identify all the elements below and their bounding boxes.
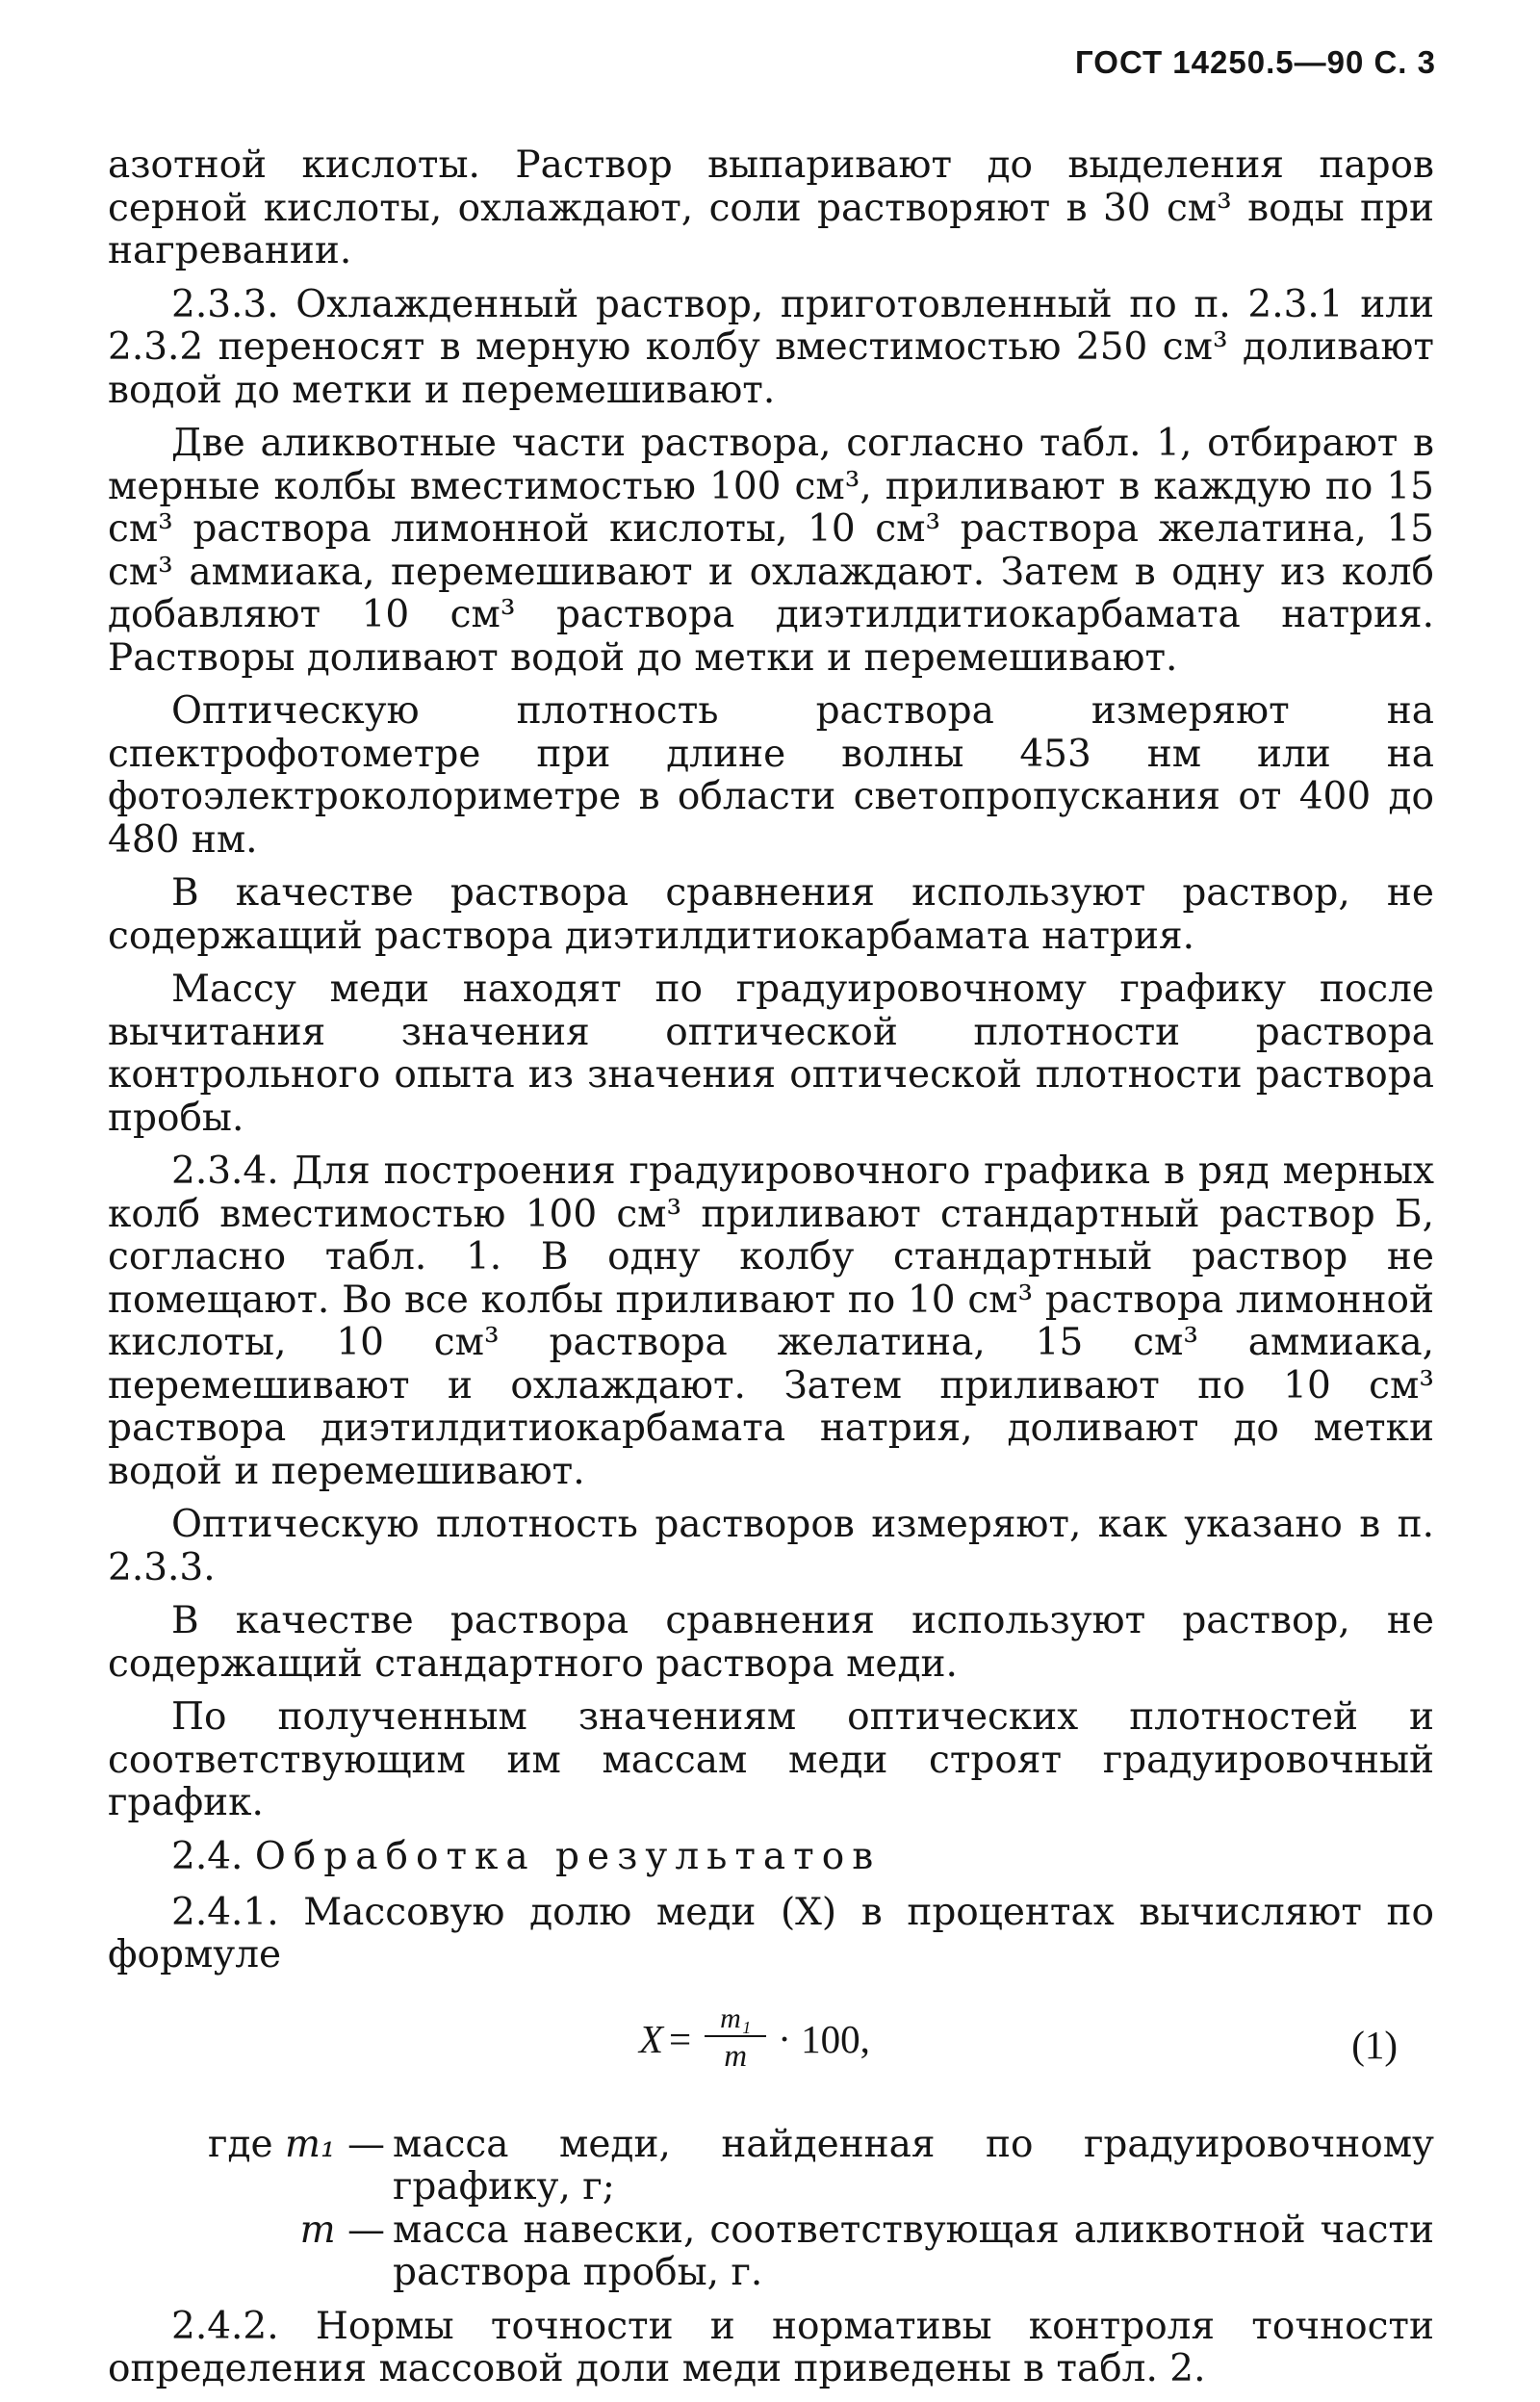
paragraph-optical-density: Оптическую плотность раствора измеряют на спектрофотометре при длине волны 453 нм или на фотоэлектроколориметре в области светопропускания от 400 до 480 нм. <box>108 689 1434 862</box>
formula-numerator: m₁ <box>705 2002 766 2037</box>
page-header: ГОСТ 14250.5—90 С. 3 <box>1075 44 1436 80</box>
formula-fraction <box>705 2002 766 2076</box>
section-number: 2.4. <box>171 1834 244 1878</box>
paragraph-reference-solution: В качестве раствора сравнения используют раствор, не содержащий раствора диэтилдитиокарбамата натрия. <box>108 871 1434 958</box>
section-title: Обработка результатов <box>254 1834 882 1878</box>
formula-equals: = <box>669 2016 692 2061</box>
where-text: масса меди, найденная по градуировочному графику, г; <box>393 2122 1434 2208</box>
formula-denominator: m <box>724 2038 748 2074</box>
formula-number: (1) <box>1351 2022 1398 2067</box>
where-symbol: m <box>299 2208 336 2252</box>
paragraph-calibration-graph: По полученным значениям оптических плотностей и соответствующим им массам меди строят градуировочный график. <box>108 1695 1434 1824</box>
document-body <box>108 144 1434 2402</box>
where-symbol: m₁ <box>284 2122 336 2166</box>
paragraph-aliquot: Две аликвотные части раствора, согласно табл. 1, отбирают в мерные колбы вместимостью 100 см³, приливают в каждую по 15 см³ раствора лимонной кислоты, 10 см³ раствора желатина, 15 см³ аммиака, перемешивают и охлаждают. Затем в одну из колб добавляют 10 см³ раствора диэтилдитиокарбамата натрия. Растворы доливают водой до метки и перемешивают. <box>108 422 1434 680</box>
paragraph-2-4-1: 2.4.1. Массовую долю меди (X) в процентах вычисляют по формуле <box>108 1890 1434 1976</box>
paragraph-continuation: азотной кислоты. Раствор выпаривают до выделения паров серной кислоты, охлаждают, соли растворяют в 30 см³ воды при нагревании. <box>108 143 1434 272</box>
formula-multiplier: · 100, <box>778 2016 870 2061</box>
formula-lhs: X <box>639 2016 664 2061</box>
paragraph-2-3-3: 2.3.3. Охлажденный раствор, приготовленный по п. 2.3.1 или 2.3.2 переносят в мерную колбу вместимостью 250 см³ доливают водой до метки и перемешивают. <box>108 282 1434 412</box>
formula-expression <box>639 2002 870 2076</box>
paragraph-reference-solution-2: В качестве раствора сравнения используют раствор, не содержащий стандартного раствора меди. <box>108 1599 1434 1686</box>
where-prefix: где <box>208 2122 273 2166</box>
section-heading <box>108 1836 1434 1878</box>
where-item <box>108 2209 1434 2295</box>
paragraph-copper-mass: Массу меди находят по градуировочному графику после вычитания значения оптической плотности раствора контрольного опыта из значения оптической плотности раствора пробы. <box>108 968 1434 1140</box>
where-dash: — <box>347 2122 385 2166</box>
where-list <box>108 2124 1434 2295</box>
where-text: масса навески, соответствующая аликвотной части раствора пробы, г. <box>393 2208 1434 2294</box>
where-dash: — <box>347 2208 385 2252</box>
paragraph-2-3-4: 2.3.4. Для построения градуировочного графика в ряд мерных колб вместимостью 100 см³ приливают стандартный раствор Б, согласно табл. 1. В одну колбу стандартный раствор не помещают. Во все колбы приливают по 10 см³ раствора лимонной кислоты, 10 см³ раствора желатина, 15 см³ аммиака, перемешивают и охлаждают. Затем приливают по 10 см³ раствора диэтилдитиокарбамата натрия, доливают до метки водой и перемешивают. <box>108 1149 1434 1493</box>
formula-1 <box>108 1989 1434 2103</box>
paragraph-2-4-2: 2.4.2. Нормы точности и нормативы контроля точности определения массовой доли меди приведены в табл. 2. <box>108 2304 1434 2390</box>
paragraph-measure: Оптическую плотность растворов измеряют, как указано в п. 2.3.3. <box>108 1503 1434 1589</box>
where-item <box>108 2124 1434 2209</box>
